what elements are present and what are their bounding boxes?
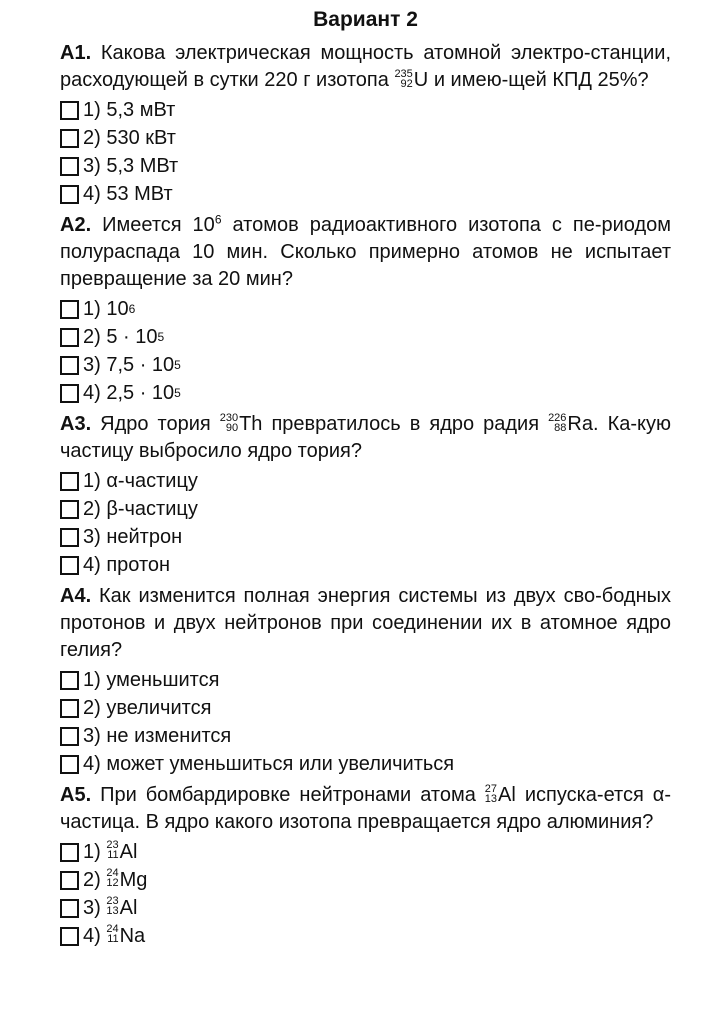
question-a3-text xyxy=(60,411,671,465)
answer-option[interactable]: 1) α-частицу xyxy=(60,467,671,495)
question-a5-text xyxy=(60,782,671,836)
answer-option[interactable]: 1) 23 11 Al xyxy=(60,838,671,866)
question-text-part: Ка-кую частицу выбросило ядро тория? xyxy=(60,413,671,462)
isotope-symbol: Al xyxy=(119,896,138,919)
question-a5 xyxy=(60,782,671,950)
isotope-notation: 230 90 xyxy=(219,411,239,434)
checkbox[interactable] xyxy=(60,185,79,204)
isotope-symbol: Na xyxy=(119,924,146,947)
answer-option[interactable]: 3) нейтрон xyxy=(60,523,671,551)
answer-option[interactable]: 3) 5,3 МВт xyxy=(60,152,671,180)
checkbox[interactable] xyxy=(60,500,79,519)
answer-option[interactable]: 4) может уменьшиться или увеличиться xyxy=(60,750,671,778)
checkbox[interactable] xyxy=(60,899,79,918)
question-number: А1. xyxy=(60,42,92,64)
checkbox[interactable] xyxy=(60,472,79,491)
checkbox[interactable] xyxy=(60,871,79,890)
isotope-notation: 24 11 xyxy=(106,923,119,945)
isotope-symbol: Al xyxy=(498,784,516,806)
checkbox[interactable] xyxy=(60,755,79,774)
answer-options xyxy=(60,838,671,950)
question-a1-text xyxy=(60,40,671,94)
answer-option[interactable]: 4) протон xyxy=(60,551,671,579)
isotope-notation: 24 12 xyxy=(106,867,119,889)
checkbox[interactable] xyxy=(60,157,79,176)
question-a3 xyxy=(60,411,671,579)
checkbox[interactable] xyxy=(60,927,79,946)
answer-option[interactable]: 4) 24 11 Na xyxy=(60,922,671,950)
isotope-symbol: Ra. xyxy=(567,413,599,435)
isotope-notation: 23 13 xyxy=(106,895,119,917)
question-number: А3. xyxy=(60,413,92,435)
answer-option[interactable]: 4) 53 МВт xyxy=(60,180,671,208)
answer-options xyxy=(60,666,671,778)
answer-option[interactable]: 2) 530 кВт xyxy=(60,124,671,152)
checkbox[interactable] xyxy=(60,300,79,319)
answer-options xyxy=(60,96,671,208)
checkbox[interactable] xyxy=(60,101,79,120)
checkbox[interactable] xyxy=(60,671,79,690)
answer-option[interactable]: 1) 10 6 xyxy=(60,295,671,323)
checkbox[interactable] xyxy=(60,727,79,746)
question-number: А4. xyxy=(60,585,92,607)
question-text-part: Ядро тория xyxy=(100,413,211,435)
checkbox[interactable] xyxy=(60,129,79,148)
isotope-symbol: Al xyxy=(119,840,138,863)
answer-option[interactable]: 4) 2,5 · 10 5 xyxy=(60,379,671,407)
variant-title: Вариант 2 xyxy=(313,8,418,31)
answer-option[interactable]: 2) увеличится xyxy=(60,694,671,722)
question-text-part: превратилось в ядро радия xyxy=(271,413,540,435)
power-exponent: 6 xyxy=(214,212,222,227)
answer-option[interactable]: 2) 5 · 10 5 xyxy=(60,323,671,351)
question-number: А5. xyxy=(60,784,92,806)
isotope-notation: 226 88 xyxy=(548,411,567,434)
answer-options xyxy=(60,467,671,579)
answer-option[interactable]: 3) 7,5 · 10 5 xyxy=(60,351,671,379)
question-text-part: и имею-щей КПД 25%? xyxy=(433,69,649,91)
checkbox[interactable] xyxy=(60,328,79,347)
question-a2 xyxy=(60,212,671,407)
checkbox[interactable] xyxy=(60,699,79,718)
question-a2-text xyxy=(60,212,671,293)
checkbox[interactable] xyxy=(60,843,79,862)
question-number: А2. xyxy=(60,214,92,236)
question-text-part: Имеется 10 xyxy=(102,214,215,236)
checkbox[interactable] xyxy=(60,556,79,575)
question-text-part: При бомбардировке нейтронами атома xyxy=(100,784,476,806)
isotope-notation: 27 13 xyxy=(484,782,498,805)
isotope-symbol: U xyxy=(413,69,429,91)
question-text-part: атомов радиоактивного изотопа с пе-риодом полураспада 10 мин. Сколько примерно атомов не испытает превращение за 20 мин? xyxy=(60,214,671,290)
question-a4-text xyxy=(60,583,671,664)
question-a1 xyxy=(60,40,671,208)
answer-option[interactable]: 1) 5,3 мВт xyxy=(60,96,671,124)
answer-option[interactable]: 2) 24 12 Mg xyxy=(60,866,671,894)
isotope-symbol: Mg xyxy=(119,868,148,891)
checkbox[interactable] xyxy=(60,528,79,547)
question-text-part: испуска-ется α-частица. В ядро какого изотопа превращается ядро алюминия? xyxy=(60,784,671,833)
answer-option[interactable]: 1) уменьшится xyxy=(60,666,671,694)
question-a4 xyxy=(60,583,671,778)
answer-option[interactable]: 2) β-частицу xyxy=(60,495,671,523)
isotope-symbol: Th xyxy=(239,413,263,435)
question-text-part: Какова электрическая мощность атомной электро-станции, расходующей в сутки 220 г изотопа xyxy=(60,42,672,91)
question-text-part: Как изменится полная энергия системы из двух сво-бодных протонов и двух нейтронов при соединении их в атомное ядро гелия? xyxy=(60,585,671,661)
answer-option[interactable]: 3) 23 13 Al xyxy=(60,894,671,922)
checkbox[interactable] xyxy=(60,356,79,375)
isotope-notation: 235 92 xyxy=(394,67,413,90)
answer-option[interactable]: 3) не изменится xyxy=(60,722,671,750)
answer-options xyxy=(60,295,671,407)
checkbox[interactable] xyxy=(60,384,79,403)
isotope-notation: 23 11 xyxy=(106,839,119,861)
